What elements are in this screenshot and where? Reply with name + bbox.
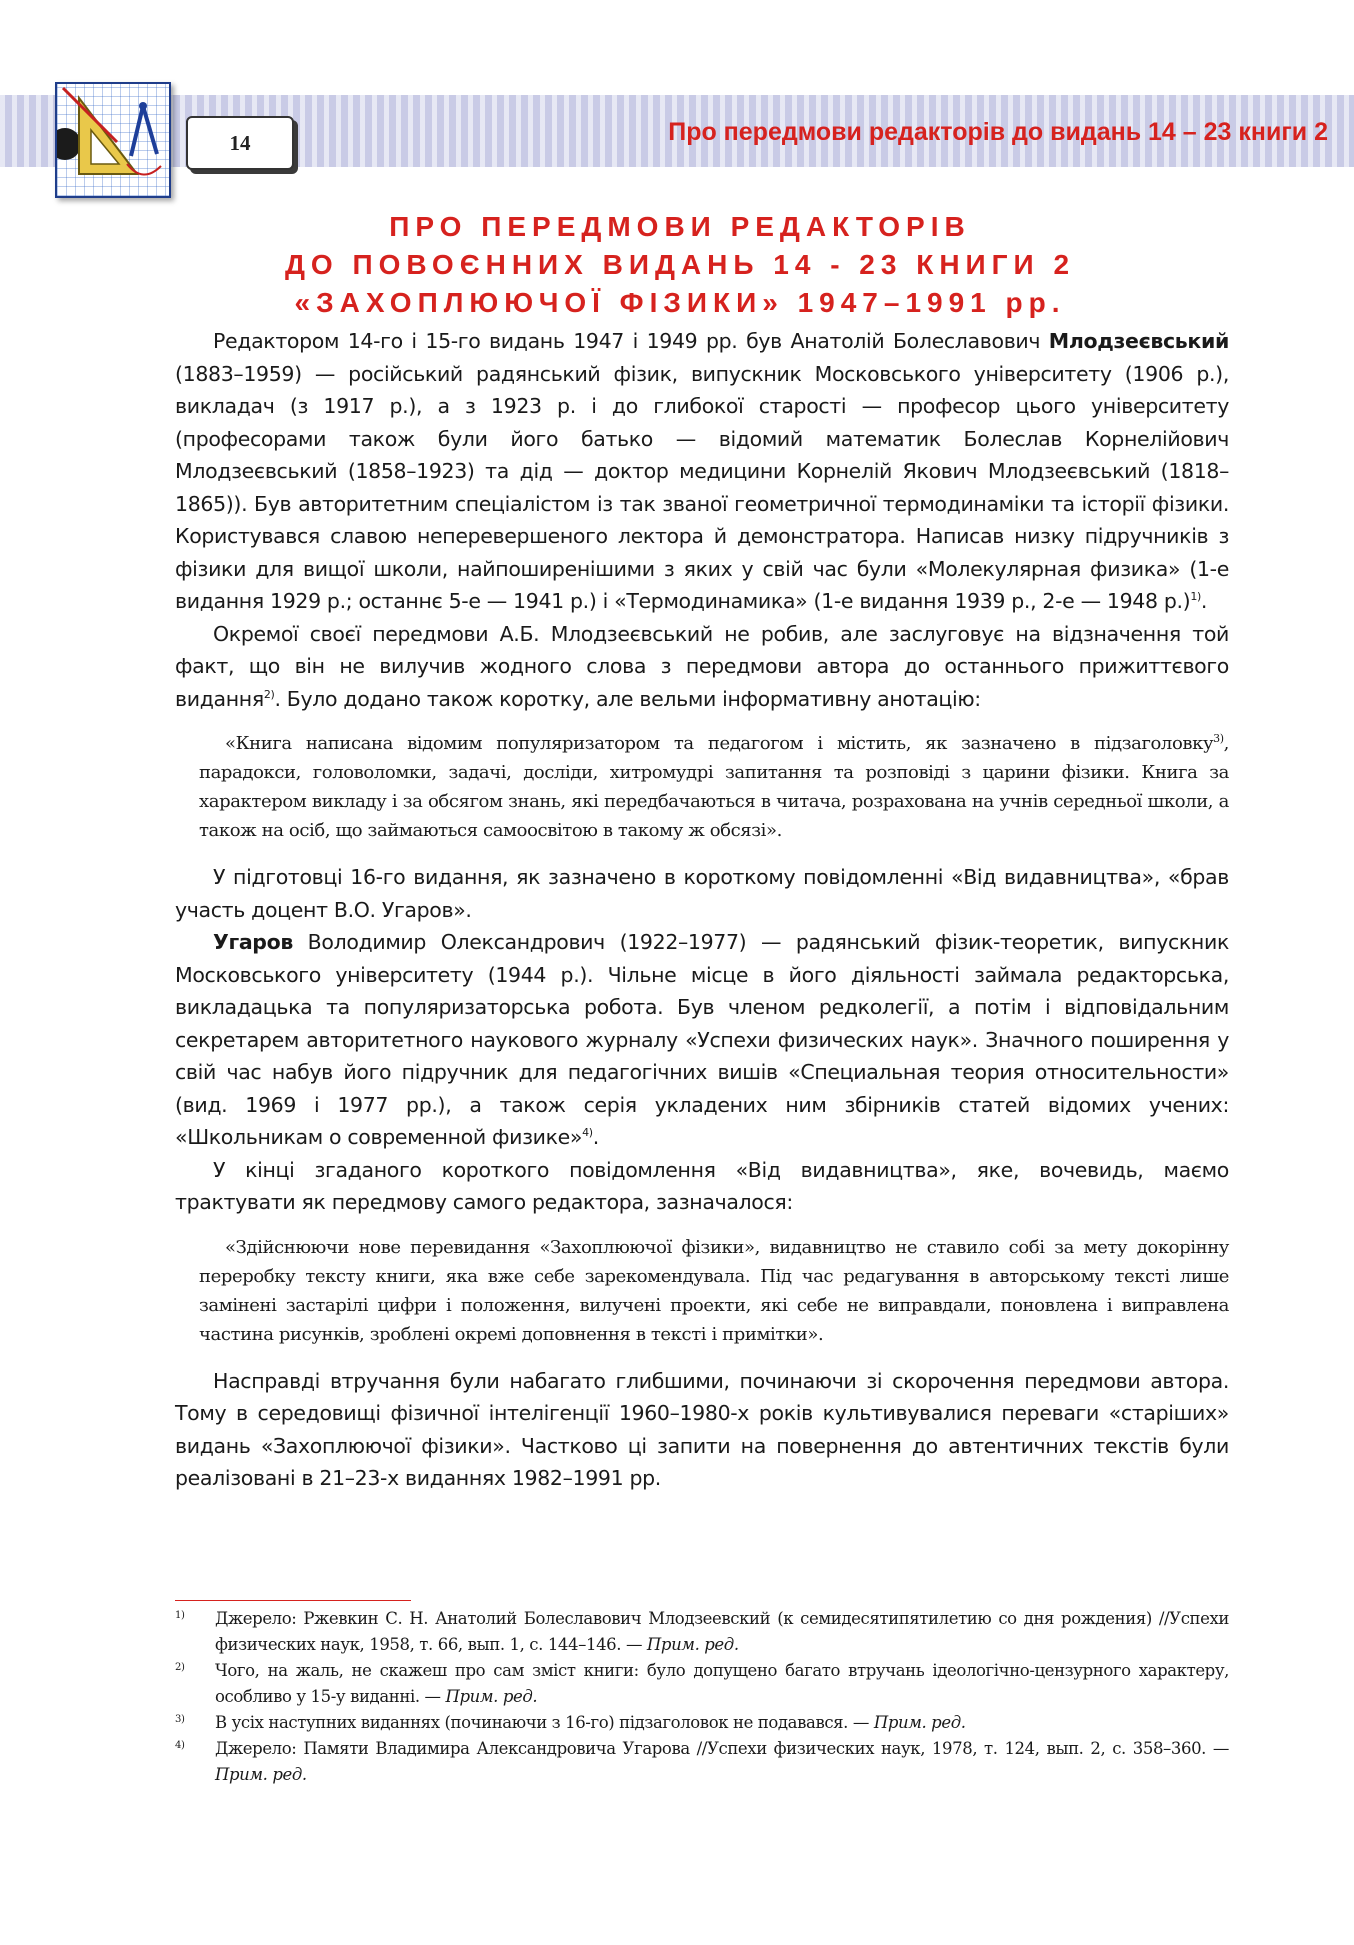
footnote-4: 4) Джерело: Памяти Владимира Александровича Угарова //Успехи физических наук, 1978, т. 124, вып. 2, с. 358–360. — Прим. ред. [175,1739,1229,1784]
paragraph-conclusion: Насправді втручання були набагато глибшими, починаючи зі скорочення передмови автора. Тому в середовищі фізичної інтелігенції 1960–1980-х років культивувалися переваги «старіших» видань «Захоплюючої фізики». Частково ці запити на повернення до автентичних текстів були реалізовані в 21–23-х виданнях 1982–1991 рр. [175,1368,1229,1490]
paragraph-mlodzeevsky: Редактором 14-го і 15-го видань 1947 і 1949 рр. був Анатолій Болеславович Млодзеєвський (1883–1959) — російський радянський фізик, випускник Московського університету (1906 р.), викладач (з 1917 р.), а з 1923 р. і до глибокої старості — професор цього університету (професорами також були його батько — відомий математик Болеслав Корнелійович Млодзеєвський (1858–1923) та дід — доктор медицини Корнелій Якович Млодзеєвський (1818–1865)). Був авторитетним спеціалістом із так званої геометричної термодинаміки та історії фізики. Користувався славою неперевершеного лектора й демонстратора. Написав низку підручників з фізики для вищої школи, найпоширенішими з яких у свій час були «Молекулярная физика» (1-е видання 1929 р.; останнє 5-е — 1941 р.) і «Термодинамика» (1-е видання 1939 р., 2-е — 1948 р.)$^{1)}$. [175,329,1229,613]
title-line-2: ДО ПОВОЄННИХ ВИДАНЬ 14 - 23 КНИГИ 2 [284,249,1076,280]
title-line-1: ПРО ПЕРЕДМОВИ РЕДАКТОРІВ [389,211,971,242]
running-title: Про передмови редакторів до видань 14 – 23 книги 2 [668,118,1328,146]
paragraph-publisher-note: У кінці згаданого короткого повідомлення «Від видавництва», яке, вочевидь, маємо трактувати як передмову самого редактора, зазначалося: [175,1157,1229,1214]
chapter-title [100,208,1260,322]
paragraph-16th-edition: У підготовці 16-го видання, як зазначено в короткому повідомленні «Від видавництва», «брав участь доцент В.О. Угаров». [175,865,1229,922]
page-number: 14 [186,116,294,170]
footnote-ref-4: 4) [582,1126,593,1140]
title-line-3: «ЗАХОПЛЮЮЧОЇ ФІЗИКИ» 1947–1991 рр. [294,287,1066,318]
quote-annotation: «Книга написана відомим популяризатором та педагогом і містить, як зазначено в підзаголовку$^{3)}$, парадокси, головоломки, задачі, досліди, хитромудрі запитання та розповіді з царини фізики. Книга за характером викладу і за обсягом знань, які передбачаються в читача, розрахована на учнів середньої школи, а також на осіб, що займаються самоосвітою в такому ж обсязі». [199,732,1229,841]
footnotes [175,1606,1229,1788]
logo-geometry-icon [55,82,171,198]
footnote-ref-3: 3) [1213,732,1224,745]
paragraph-preface: Окремої своєї передмови А.Б. Млодзеєвський не робив, але заслуговує на відзначення той факт, що він не вилучив жодного слова з передмови автора до останнього прижиттєвого видання$^{2)}$. Було додано також коротку, але вельми інформативну анотацію: [175,621,1229,711]
article-body [175,325,1229,1495]
footnote-divider [175,1600,411,1601]
footnote-2: 2) Чого, на жаль, не скажеш про сам зміст книги: було допущено багато втручань ідеологічно-цензурного характеру, особливо у 15-у виданні. — Прим. ред. [175,1661,1229,1706]
name-ugarov: Угаров [213,930,293,954]
footnote-1: 1) Джерело: Ржевкин С. Н. Анатолий Болеславович Млодзеевский (к семидесятипятилетию со дня рождения) //Успехи физических наук, 1958, т. 66, вып. 1, с. 144–146. — Прим. ред. [175,1609,1229,1654]
footnote-ref-2: 2) [263,687,275,701]
name-mlodzeevsky: Млодзеєвський [1048,329,1229,353]
footnote-ref-1: 1) [1190,590,1201,604]
quote-publisher: «Здійснюючи нове перевидання «Захоплюючої фізики», видавництво не ставило собі за мету докорінну переробку тексту книги, яка вже себе зарекомендувала. Під час редагування в авторському тексті лише замінені застарілі цифри і положення, вилучені проекти, які себе не виправдали, поновлена і виправлена частина рисунків, зроблені окремі доповнення в тексті і примітки». [199,1236,1229,1345]
paragraph-ugarov: Угаров Володимир Олександрович (1922–1977) — радянський фізик-теоретик, випускник Московського університету (1944 р.). Чільне місце в його діяльності займала редакторська, викладацька та популяризаторська робота. Був членом редколегії, а потім і відповідальним секретарем авторитетного наукового журналу «Успехи физических наук». Значного поширення у свій час набув його підручник для педагогічних вишів «Специальная теория относительности» (вид. 1969 і 1977 рр.), а також серія укладених ним збірників статей відомих учених: «Школьникам о современной физике»$^{4)}$. [175,930,1229,1149]
footnote-3: 3) В усіх наступних виданнях (починаючи з 16-го) підзаголовок не подавався. — Прим. ред. [175,1713,966,1732]
